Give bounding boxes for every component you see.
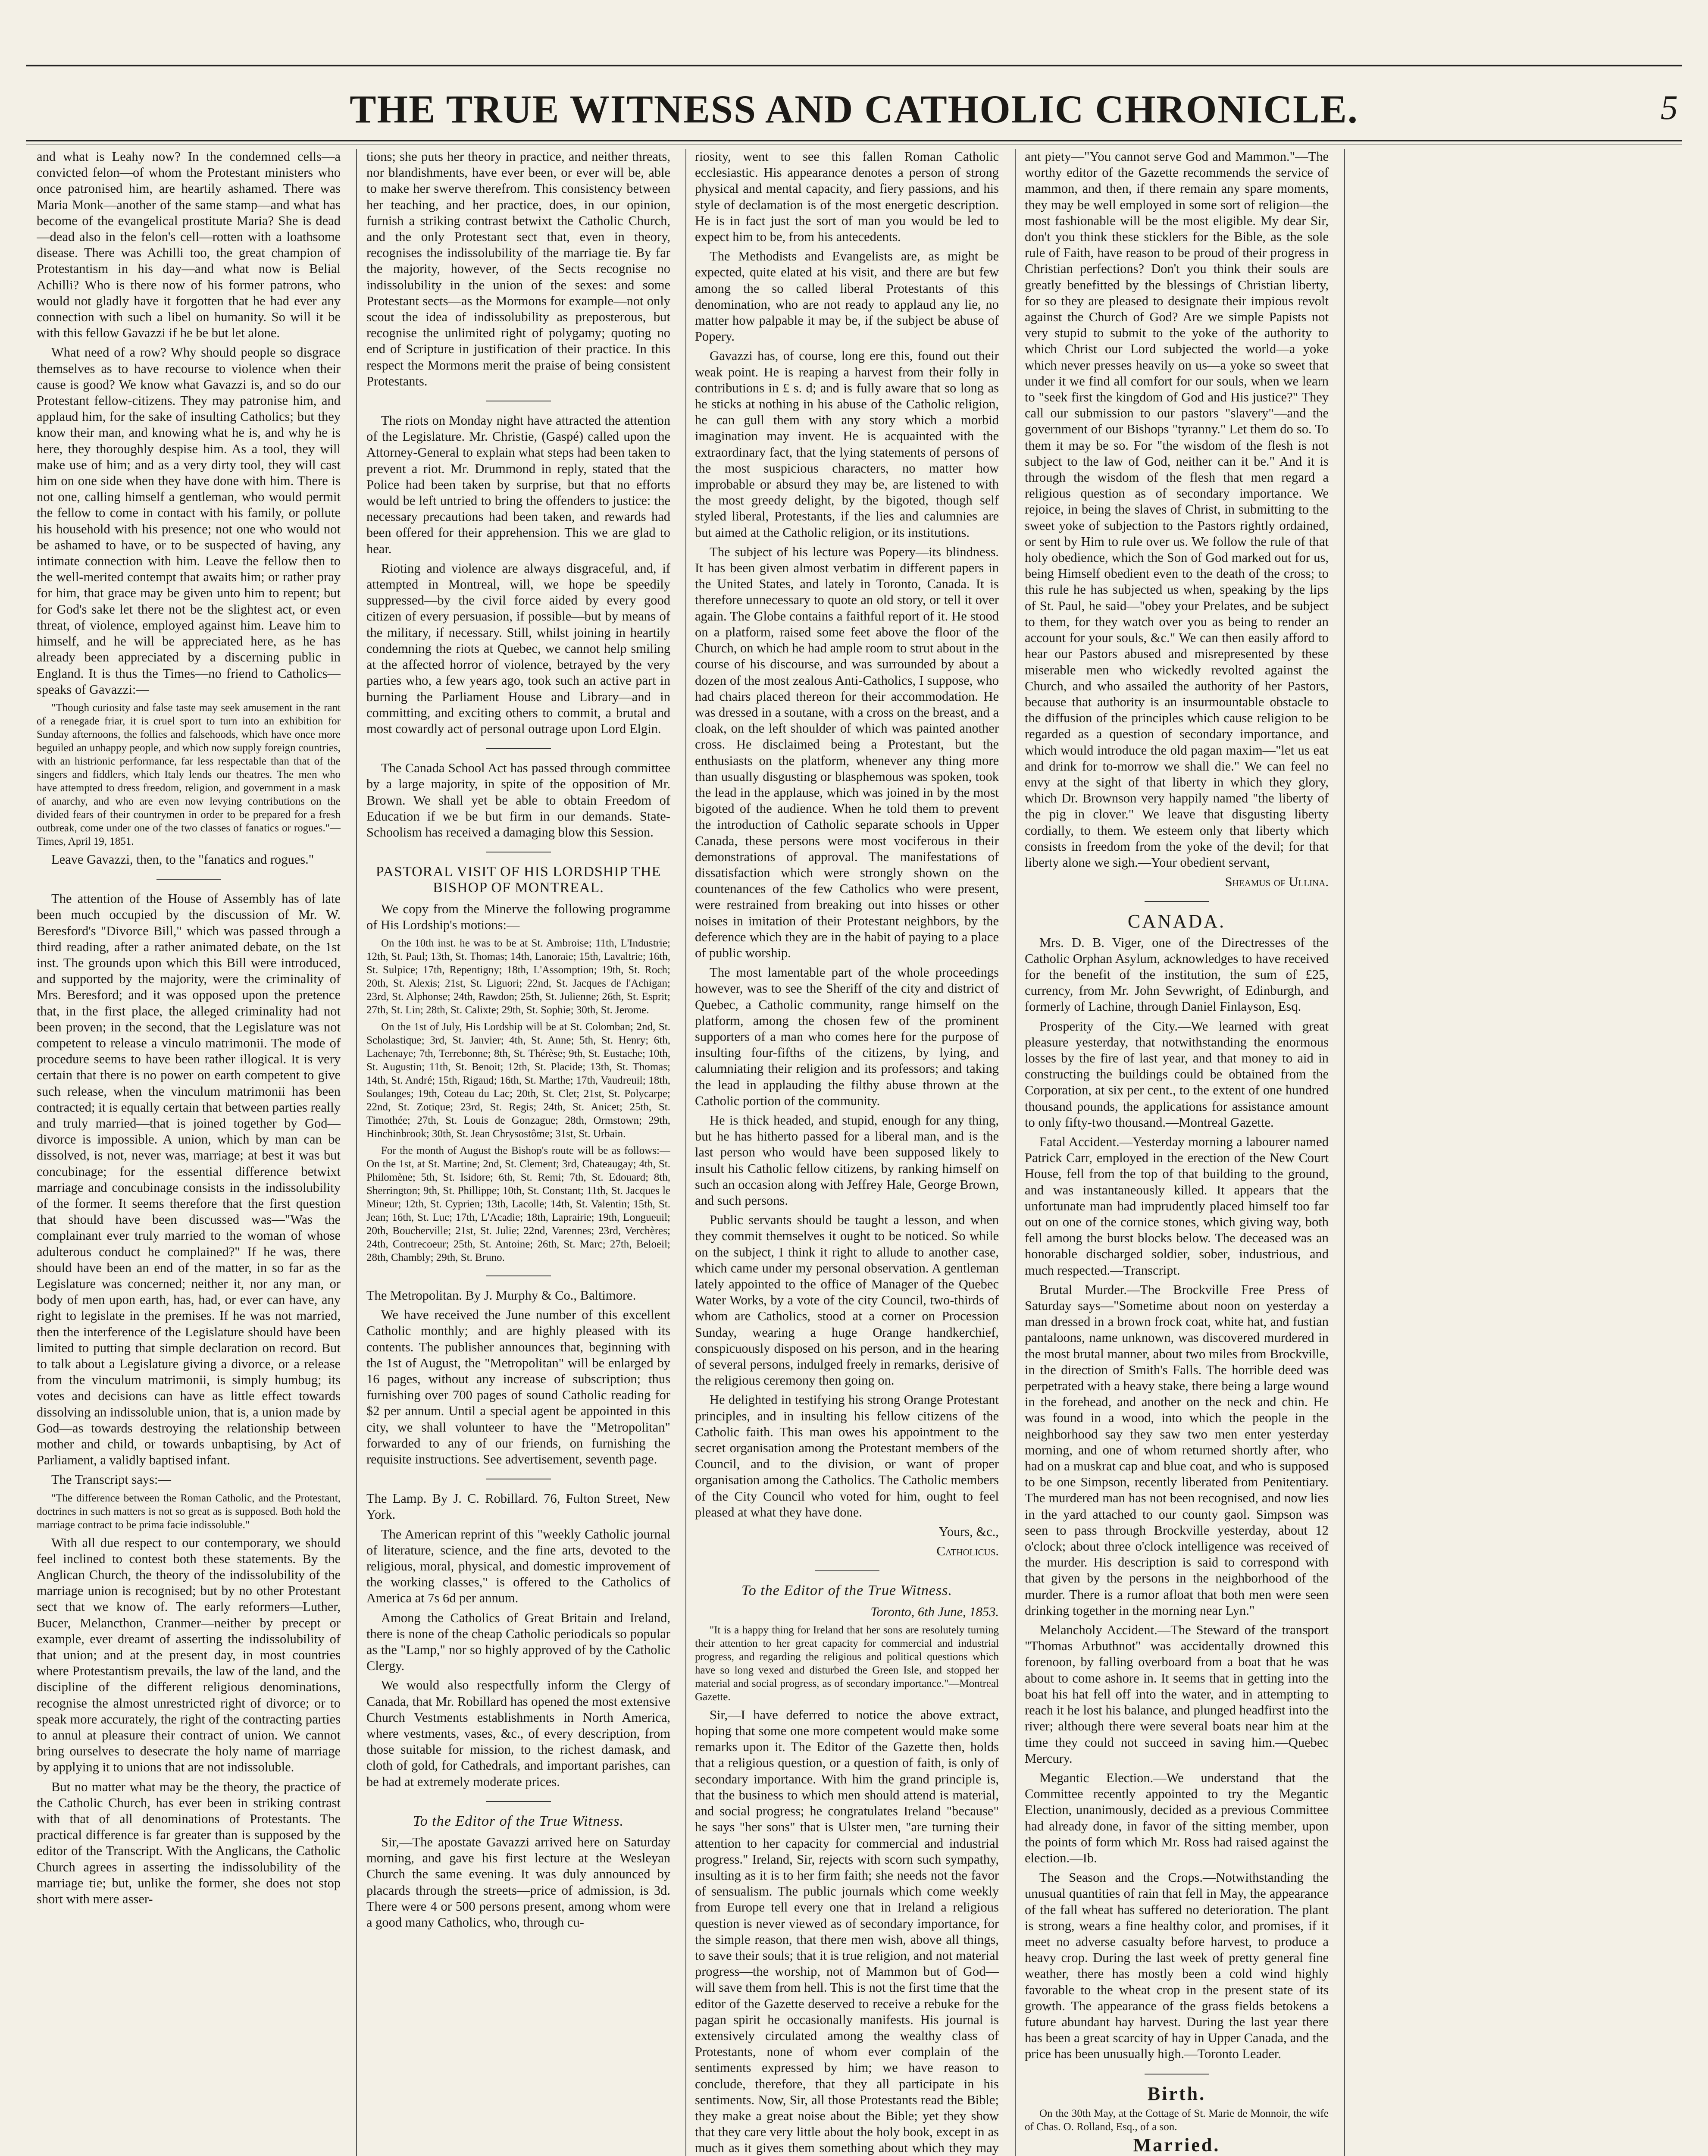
- paragraph: riosity, went to see this fallen Roman Catholic ecclesiastic. His appearance denotes a person of strong physical and mental capacity, and fiery passions, and his style of declamation is of the most energetic description. He is in fact just the sort of man you would be led to expect him to be, from his antecedents.: [695, 149, 999, 244]
- paragraph: The attention of the House of Assembly has of late been much occupied by the discussion of Mr. W. Beresford's "Divorce Bill," which was passed through a third reading, after a rather animated debate, on the 1st inst. The grounds upon which this Bill were introduced, and supported by the majority, were the criminality of Mrs. Beresford; and it was opposed upon the pretence that, in the first place, the alleged criminality had not been proven; in the second, that the Legislature was not competent to release a vinculo matrimonii. The mode of procedure seems to have been rather illogical. It is very certain that there is no power on earth competent to give such release, when the vinculum matrimonii has been contracted; it is equally certain that between parties really and truly married—that is joined together by God—divorce is impossible. A union, which by man can be dissolved, is not, never was, marriage; at best it was but concubinage; for the essential difference betwixt marriage and concubinage consists in the indissolubility of the former. It seems therefore that the first question that should have been discussed was—"Was the complainant ever truly married to the woman of whose adulterous conduct he complained?" If he was, there should have been an end of the matter, in so far as the Legislature was concerned; neither it, nor any man, or body of men upon earth, has, had, or ever can have, any right to legislate in the premises. If he was not married, then the interference of the Legislature should have been limited to putting that simple declaration on record. But to talk about a Legislature giving a divorce, or a release from the vinculum matrimonii, is simply humbug; its votes and decisions can have as little effect towards dissolving an indissoluble union, that is, a union made by God—as towards destroying the relationship between mother and child, or towards unbaptising, by Act of Parliament, a validly baptised infant.: [37, 891, 341, 1468]
- letter-heading: To the Editor of the True Witness.: [413, 1813, 624, 1829]
- review-title: The Metropolitan. By J. Murphy & Co., Baltimore.: [366, 1288, 636, 1303]
- paragraph: He delighted in testifying his strong Orange Protestant principles, and in insulting his fellow citizens of the Catholic faith. This man owes his appointment to the secret organisation among the Protestant members of the Council, and to the division, or want of proper organisation among the Catholics. The Catholic members of the City Council who voted for him, ought to feel pleased at what they have done.: [695, 1392, 999, 1520]
- paragraph: Sir,—I have deferred to notice the above extract, hoping that some one more competent would make some remarks upon it. The Editor of the Gazette then, holds that a religious question, or a question of faith, is only of secondary importance. With him the grand principle is, that the business to which men should attend is material, and social progress; he congratulates Ireland "because" he says "her sons" that is Ulster men, "are turning their attention to her capacity for commercial and industrial progress." Ireland, Sir, rejects with scorn such sympathy, insulting as it is to her firm faith; she needs not the favor of sensualism. The public journals which come weekly from Europe tell every one that in Ireland a religious question is never viewed as of secondary importance, for the simple reason, that there men wish, above all things, to save their souls; that it is true religion, and not material progress—the worship, not of Mammon but of God—will save them from hell. This is not the first time that the editor of the Gazette deserved to receive a rebuke for the pagan spirit he occasionally manifests. His journal is extensively circulated among the wealthy class of Protestants, none of whom ever complain of the sentiments expressed by him; we have reason to conclude, therefore, that they all participate in his sentiments. Now, Sir, all those Protestants read the Bible; they make a great noise about the Bible; yet they show that they care very little about the holy book, except in as much as it gives them something about which they may: [695, 1707, 999, 2156]
- epigraph: "It is a happy thing for Ireland that her sons are resolutely turning their attention to her great capacity for commercial and industrial progress, and regarding the religious and political questions which have so long vexed and disturbed the Green Isle, and stopped her material and social progress, as of secondary importance."—Montreal Gazette.: [695, 1624, 999, 1703]
- section-rule: [1145, 901, 1209, 902]
- section-rule: [815, 1570, 879, 1571]
- paragraph: Sir,—The apostate Gavazzi arrived here on Saturday morning, and gave his first lecture at the Wesleyan Church the same evening. It was duly announced by placards through the streets—price of admission, is 3d. There were 4 or 500 persons present, among whom were a good many Catholics, who, through cu-: [366, 1835, 670, 1930]
- closing: Yours, &c.,: [938, 1524, 999, 1539]
- page-number: 5: [1661, 89, 1678, 127]
- section-rule: [1145, 2074, 1209, 2075]
- paragraph: The Methodists and Evangelists are, as might be expected, quite elated at his visit, and there are but few among the so called liberal Protestants of this denomination, who are not ready to applaud any lie, no matter how palpable it may be, if the subject be abuse of Popery.: [695, 249, 999, 344]
- paragraph: Rioting and violence are always disgraceful, and, if attempted in Montreal, will, we hope be speedily suppressed—by the civil force aided by every good citizen of every persuasion, if possible—but by means of the military, if necessary. Still, whilst joining in heartily condemning the riots at Quebec, we cannot help smiling at the affected horror of violence, betrayed by the very parties who, a few years ago, took such an active part in burning the Parliament House and Library—and in committing, and exciting others to commit, a brutal and most cowardly act of personal outrage upon Lord Elgin.: [366, 561, 670, 736]
- paragraph: He is thick headed, and stupid, enough for any thing, but he has hitherto passed for a liberal man, and is the last person who would have been supposed likely to insult his Catholic fellow citizens, by ranking himself on such an occasion along with Jeffrey Hale, George Brown, and such persons.: [695, 1112, 999, 1208]
- paragraph: The riots on Monday night have attracted the attention of the Legislature. Mr. Christie, (Gaspé) called upon the Attorney-General to explain what steps had been taken to prevent a riot. Mr. Drummond in reply, stated that the Police had been taken by surprise, but that no efforts would be left untried to bring the offenders to justice: the necessary precautions had been taken, and rewards had been offered for their apprehension. This we are glad to hear.: [366, 413, 670, 556]
- quotation: "Though curiosity and false taste may seek amusement in the rant of a renegade friar, it is cruel sport to turn into an exhibition for Sunday afternoons, the follies and falsehoods, which have once more beguiled an unhappy people, and which now supply foreign countries, with an histrionic performance, far less respectable than that of the singers and fiddlers, which Italy lends our theatres. The men who have attempted to dress freedom, religion, and government in a mask of anarchy, and who are even now levying contributions on the divided fears of their countrymen in order to be prepared for a fresh outbreak, come under one of the two classes of fanatics or rogues."—Times, April 19, 1851.: [37, 702, 341, 847]
- column-1: [37, 149, 341, 2156]
- paragraph: The subject of his lecture was Popery—its blindness. It has been given almost verbatim in different papers in the United States, and lately in Toronto, Canada. It is therefore unnecessary to quote an old story, or tell it over again. The Globe contains a faithful report of it. He stood on a platform, raised some feet above the floor of the Church, on which he had ample room to strut about in the course of his discourse, and was surrounded by about a dozen of the most zealous Anti-Catholics, I suppose, who had chairs placed thereon for their accommodation. He was dressed in a soutane, with a cross on the breast, and a cloak, on the left shoulder of which was painted another cross. He disclaimed being a Protestant, but the enthusiasts on the platform, whenever any thing more than usually disgusting or blasphemous was spoken, took the lead in the applause, which was joined in by the most bigoted of the audience. When he told them to prevent the introduction of Catholic separate schools in Upper Canada, these persons were most vociferous in their demonstrations of approval. The manifestations of dissatisfaction which were strongly shown on the countenances of the few Catholics who were present, were restrained from breaking out into hisses or other noises in imitation of their Protestant neighbors, by the deference which they are in the habit of paying to a place of public worship.: [695, 544, 999, 960]
- paragraph: Among the Catholics of Great Britain and Ireland, there is none of the cheap Catholic periodicals so popular as the "Lamp," nor so highly approved of by the Catholic Clergy.: [366, 1610, 670, 1673]
- paragraph: For the month of August the Bishop's route will be as follows:—On the 1st, at St. Martine; 2nd, St. Clement; 3rd, Chateaugay; 4th, St. Philomène; 5th, St. Isidore; 6th, St. Remi; 7th, St. Edouard; 8th, Sherrington; 9th, St. Phillippe; 10th, St. Constant; 11th, St. Jacques le Mineur; 12th, St. Cyprien; 13th, Lacolle; 14th, St. Valentin; 15th, St. Jean; 16th, St. Luc; 17th, L'Acadie; 18th, Laprairie; 19th, Longueuil; 20th, Boucherville; 21st, St. Julie; 22nd, Varennes; 23rd, Verchères; 24th, Contrecoeur; 25th, St. Antoine; 26th, St. Marc; 27th, Beloeil; 28th, Chambly; 29th, St. Bruno.: [366, 1144, 670, 1263]
- column-divider: [685, 149, 686, 2156]
- review-title: The Lamp. By J. C. Robillard. 76, Fulton Street, New York.: [366, 1491, 670, 1522]
- column-divider: [1344, 149, 1345, 2156]
- paragraph: ant piety—"You cannot serve God and Mammon."—The worthy editor of the Gazette recommends the service of mammon, and then, if there remain any spare moments, they may be well employed in some sort of religion—the most fashionable will be the most eligible. My dear Sir, don't you think these sticklers for the Bible, as the sole rule of Faith, have reason to be proud of their progress in Christian perfections? Don't you think their souls are greatly benefitted by the blessings of Christian liberty, for so they are pleased to designate their impious revolt against the Church of God? Are we simple Papists not very stupid to submit to the yoke of the authority to which Christ our Lord subjected the world—a yoke which never presses heavily on us—a yoke so sweet that under it we find all comfort for our souls, when we learn to "seek first the kingdom of God and His justice?" They call our submission to our pastors "slavery"—and the government of our Bishops "tyranny." Let them do so. To them it may be so. For "the wisdom of the flesh is not subject to the law of God, neither can it be." And it is through the wisdom of the flesh that men regard a religious question as of secondary importance. We rejoice, in being the slaves of Christ, in submitting to the sweet yoke of subjection to the Pastors rightly ordained, or sent by Him to rule over us. We follow the rule of that holy obedience, which the Son of God marked out for us, being Himself obedient even to the death of the cross; to this rule he has subjected us when, speaking by the lips of St. Paul, he said—"obey your Prelates, and be subject to them, for they watch over you as being to render an account for your souls, &c." We can then easily afford to hear our Pastors abused and misrepresented by these miserable men who wickedly revolted against the Church, and who assailed the authority of her Pastors, because that authority is an insurmountable obstacle to the diffusion of the principles which cause religion to be regarded as a question of secondary importance, and which would introduce the old pagan maxim—"let us eat and drink for to-morrow we shall die." We can feel no envy at the sight of that liberty in which they glory, which Dr. Brownson very happily named "the liberty of the pig in clover." We leave that disgusting liberty cordially, to them. We esteem only that liberty which consists in freedom from the yoke of the devil; for that liberty alone we sigh.—Your obedient servant,: [1025, 149, 1329, 870]
- letter-heading: To the Editor of the True Witness.: [741, 1583, 952, 1599]
- section-rule: [486, 1801, 551, 1802]
- notice-text: On the 30th May, at the Cottage of St. Marie de Monnoir, the wife of Chas. O. Rolland, Esq., of a son.: [1025, 2107, 1329, 2133]
- dateline: Toronto, 6th June, 1853.: [870, 1604, 999, 1619]
- paragraph: Fatal Accident.—Yesterday morning a labourer named Patrick Carr, employed in the erection of the New Court House, fell from the top of that building to the ground, and was instantaneously killed. It appears that the unfortunate man had imprudently placed himself too far out on one of the cornice stones, which giving way, both fell among the burst blocks below. The deceased was an honorable discharged soldier, sober, industrious, and much respected.—Transcript.: [1025, 1134, 1329, 1278]
- column-2: [366, 149, 670, 2156]
- section-rule: [156, 879, 221, 880]
- paragraph: The most lamentable part of the whole proceedings however, was to see the Sheriff of the city and district of Quebec, a Catholic community, range himself on the platform, among the chosen few of the prominent supporters of a man who comes here for the purpose of insulting four-fifths of the citizens, by lying, and calumniating their religion and its professors; and taking the lead in applauding the filthy abuse thrown at the Catholic portion of the community.: [695, 965, 999, 1108]
- paragraph: Leave Gavazzi, then, to the "fanatics and rogues.": [51, 852, 314, 867]
- section-rule: [486, 748, 551, 749]
- paragraph: With all due respect to our contemporary, we should feel inclined to contest both these statements. By the Anglican Church, the theory of the indissolubility of the marriage union is recognised; but by no other Protestant sect that we know of. The early reformers—Luther, Bucer, Melancthon, Cranmer—neither by precept or example, ever dreamt of asserting the indissolubility of that union; and at the present day, in most countries where Protestantism prevails, the law of the land, and the discipline of the different religious denominations, recognise the almost unrestricted right of divorce; or to speak more accurately, the right of the contracting parties to annul at pleasure their contract of union. We cannot bring ourselves to desecrate the holy name of marriage by applying it to unions that are not indissoluble.: [37, 1535, 341, 1775]
- paragraph: Prosperity of the City.—We learned with great pleasure yesterday, that notwithstanding the enormous losses by the fire of last year, and that money to aid in constructing the buildings could be obtained from the Corporation, at six per cent., to the extent of one hundred thousand pounds, the applications for assistance amount to only fifty-two thousand.—Montreal Gazette.: [1025, 1018, 1329, 1130]
- paragraph: On the 10th inst. he was to be at St. Ambroise; 11th, L'Industrie; 12th, St. Paul; 13th, St. Thomas; 14th, Lanoraie; 15th, Lavaltrie; 16th, St. Sulpice; 17th, Repentigny; 18th, L'Assomption; 19th, St. Roch; 20th, St. Alexis; 21st, St. Liguori; 22nd, St. Jacques de l'Achigan; 23rd, St. Alphonse; 24th, Rawdon; 25th, St. Julienne; 26th, St. Esprit; 27th, St. Lin; 28th, St. Calixte; 29th, St. Sophie; 30th, St. Jerome.: [366, 937, 670, 1016]
- signature: Catholicus.: [936, 1544, 999, 1559]
- section-heading: PASTORAL VISIT OF HIS LORDSHIP THE BISHOP OF MONTREAL.: [375, 864, 661, 896]
- signature: Sheamus of Ullina.: [1225, 874, 1329, 890]
- masthead-rule: [26, 140, 1682, 141]
- paragraph: The Transcript says:—: [51, 1472, 171, 1487]
- paragraph: The Canada School Act has passed through committee by a large majority, in spite of the opposition of Mr. Brown. We shall yet be able to obtain Freedom of Education if we be but firm in our demands. State-Schoolism has received a damaging blow this Session.: [366, 761, 670, 840]
- paragraph: Gavazzi has, of course, long ere this, found out their weak point. He is reaping a harvest from their folly in contributions in £ s. d; and is fully aware that so long as he sticks at nothing in his abuse of the Catholic religion, he can gull them with any story which a morbid imagination may invent. He is acquainted with the extraordinary fact, that the lying statements of persons of the most suspicious characters, no matter how improbable or absurd they may be, are listened to with the most greedy delight, by the bigoted, though self styled liberal, Protestants, if the lies and calumnies are but aimed at the Catholic religion, or its institutions.: [695, 348, 999, 540]
- masthead-title: THE TRUE WITNESS AND CATHOLIC CHRONICLE.: [350, 87, 1358, 131]
- notice-heading: Married.: [1133, 2134, 1220, 2156]
- paragraph: Brutal Murder.—The Brockville Free Press of Saturday says—"Sometime about noon on yesterday a man dressed in a brown frock coat, white hat, and fustian pantaloons, name unknown, was discovered murdered in the most brutal manner, about two miles from Brockville, in the direction of Smith's Falls. The horrible deed was perpetrated with a heavy stake, there being a large wound in the forehead, and another on the neck and chin. He was found in a wood, into which the people in the neighborhood say they saw two men enter yesterday morning, and one of whom returned shortly after, who had on a muskrat cap and blue coat, and who is supposed to be one Simpson, recently liberated from Penitentiary. The murdered man has not been recognised, and now lies in the yard attached to our county gaol. Simpson was seen to pass through Brockville yesterday, about 12 o'clock; about three o'clock intelligence was received of the murder. His description is said to correspond with that given by the persons in the neighborhood of the murder. There is a rumor afloat that both men were seen drinking together in the morning near Lyn.": [1025, 1282, 1329, 1618]
- paragraph: Public servants should be taught a lesson, and when they commit themselves it ought to be noticed. So while on the subject, I think it right to allude to another case, which came under my personal observation. A gentleman lately appointed to the office of Manager of the Quebec Water Works, by a vote of the city Council, two-thirds of whom are Catholics, stood at a corner on Procession Sunday, wearing a huge Orange handkerchief, conspicuously disposed on his person, and in the hearing of several persons, indulged freely in remarks, derisive of the religious ceremony then going on.: [695, 1213, 999, 1388]
- paragraph: We have received the June number of this excellent Catholic monthly; and are highly pleased with its contents. The publisher announces that, beginning with the 1st of August, the "Metropolitan" will be enlarged by 16 pages, without any increase of subscription; thus furnishing over 700 pages of sound Catholic reading for $2 per annum. Until a special agent be appointed in this city, we shall volunteer to have the "Metropolitan" forwarded to any of our friends, on furnishing the requisite instructions. See advertisement, seventh page.: [366, 1307, 670, 1467]
- column-4: [1025, 149, 1329, 2156]
- notice-heading: Birth.: [1147, 2083, 1206, 2104]
- paragraph: What need of a row? Why should people so disgrace themselves as to have recourse to violence when their cause is good? We know what Gavazzi is, and so do our Protestant fellow-citizens. They may patronise him, and applaud him, for the sake of insulting Catholics; but they know their man, and knowing what he is, and why he is here, they thoroughly despise him. As a tool, they will make use of him; and as a very dirty tool, they will cast him on one side when they have done with him. There is not one, calling himself a gentleman, who would permit the fellow to come in contact with his family, or pollute his household with his presence; not one who would not be ashamed to have, or to be suspected of having, any intimate connection with him. Leave the fellow then to the well-merited contempt that awaits him; or rather pray for him, that grace may be given unto him to repent; but for God's sake let there not be the slightest act, or even threat, of violence, employed against him. Leave him to himself, and he will be appreciated here, as he has already been appreciated by a discerning public in England. It is thus the Times—no friend to Catholics—speaks of Gavazzi:—: [37, 345, 341, 697]
- paragraph: and what is Leahy now? In the condemned cells—a convicted felon—of whom the Protestant ministers who once patronised him, are heartily ashamed. There was Maria Monk—another of the same stamp—and what has become of the evangelical prostitute Maria? She is dead—dead also in the felon's cell—rotten with a loathsome disease. There was Achilli too, the great champion of Protestantism in his day—and what now is Belial Achilli? Who is there now of his former patrons, who would not gladly have it forgotten that he had ever any connection with such a libel on humanity. So will it be with this fellow Gavazzi if he be but let alone.: [37, 149, 341, 341]
- paragraph: The Season and the Crops.—Notwithstanding the unusual quantities of rain that fell in May, the appearance of the fall wheat has suffered no deterioration. The plant is strong, wears a fine healthy color, and promises, if it meet no adverse casualty before harvest, to produce a heavy crop. During the last week of pretty general fine weather, there has mostly been a cold wind highly favorable to the wheat crop in the present state of its growth. The appearance of the grass fields betokens a future abundant hay harvest. During the last year there has been a great scarcity of hay in Upper Canada, and the price has been unusually high.—Toronto Leader.: [1025, 1870, 1329, 2062]
- paragraph: We would also respectfully inform the Clergy of Canada, that Mr. Robillard has opened the most extensive Church Vestments establishments in North America, where vestments, vases, &c., of every description, from those suitable for mission, to the richest damask, and cloth of gold, for Cathedrals, and important parishes, can be had at extremely moderate prices.: [366, 1678, 670, 1789]
- paragraph: Megantic Election.—We understand that the Committee recently appointed to try the Megantic Election, unanimously, decided as a previous Committee had already done, in favor of the sitting member, upon the points of form which Mr. Ross had raised against the election.—Ib.: [1025, 1770, 1329, 1865]
- paragraph: Melancholy Accident.—The Steward of the transport "Thomas Arbuthnot" was accidentally drowned this forenoon, by falling overboard from a boat that he was about to come ashore in. It seems that in getting into the boat his hat fell off into the water, and in attempting to reach it he lost his balance, and plunged headfirst into the river; although there were several boats near him at the time they could not succeed in saving him.—Quebec Mercury.: [1025, 1623, 1329, 1766]
- paragraph: On the 1st of July, His Lordship will be at St. Colomban; 2nd, St. Scholastique; 3rd, St. Janvier; 4th, St. Anne; 5th, St. Henry; 6th, Lachenaye; 7th, Terrebonne; 8th, St. Thérèse; 9th, St. Eustache; 10th, St. Augustin; 11th, St. Benoit; 12th, St. Placide; 13th, St. Thomas; 14th, St. André; 15th, Rigaud; 16th, St. Marthe; 17th, Vaudreuil; 18th, Soulanges; 19th, Coteau du Lac; 20th, St. Clet; 21st, St. Polycarpe; 22nd, St. Zotique; 23rd, St. Regis; 24th, St. Anicet; 25th, St. Timothée; 27th, St. Louis de Gonzague; 28th, Ormstown; 29th, Hinchinbrook; 30th, St. Jean Chrysostôme; 31st, St. Urbain.: [366, 1021, 670, 1140]
- quotation: "The difference between the Roman Catholic, and the Protestant, doctrines in such matters is not so great as is supposed. Both hold the marriage contract to be prima facie indissoluble.": [37, 1492, 341, 1531]
- column-divider: [356, 149, 357, 2156]
- paragraph: The American reprint of this "weekly Catholic journal of literature, science, and the fine arts, devoted to the religious, moral, physical, and domestic improvement of the working classes," is offered to the Catholics of America at 7s 6d per annum.: [366, 1526, 670, 1606]
- column-3: [695, 149, 999, 2156]
- column-5: [1354, 149, 1675, 2156]
- paragraph: tions; she puts her theory in practice, and neither threats, nor blandishments, have ever been, or ever will be, able to make her swerve therefrom. This consistency between her teaching, and her practice, does, in our opinion, furnish a striking contrast betwixt the Catholic Church, and the only Protestant sect that, even in theory, recognises the indissolubility of the marriage tie. By far the majority, however, of the Sects recognise no indissolubility in the union of the sexes: and some Protestant sects—as the Mormons for example—not only scout the idea of indissolubility as preposterous, but recognise the unlimited right of polygamy; quoting no end of Scripture in justification of their practice. In this respect the Mormons merit the praise of being consistent Protestants.: [366, 149, 670, 389]
- column-divider: [1015, 149, 1016, 2156]
- paragraph: We copy from the Minerve the following programme of His Lordship's motions:—: [366, 901, 670, 932]
- paragraph: Mrs. D. B. Viger, one of the Directresses of the Catholic Orphan Asylum, acknowledges to have received for the benefit of the institution, the sum of £25, currency, from Mr. John Sevwright, of Edinburgh, and formerly of Lachine, through Daniel Finlayson, Esq.: [1025, 935, 1329, 1014]
- top-rule: [26, 65, 1682, 66]
- section-rule: [486, 1275, 551, 1276]
- section-heading: CANADA.: [1127, 911, 1226, 932]
- paragraph: But no matter what may be the theory, the practice of the Catholic Church, has ever been in striking contrast with that of all denominations of Protestants. The practical difference is far greater than is supposed by the editor of the Transcript. With the Anglicans, the Catholic Church agrees in asserting the indissolubility of the marriage tie; but, unlike the former, she does not stop short with mere asser-: [37, 1779, 341, 1907]
